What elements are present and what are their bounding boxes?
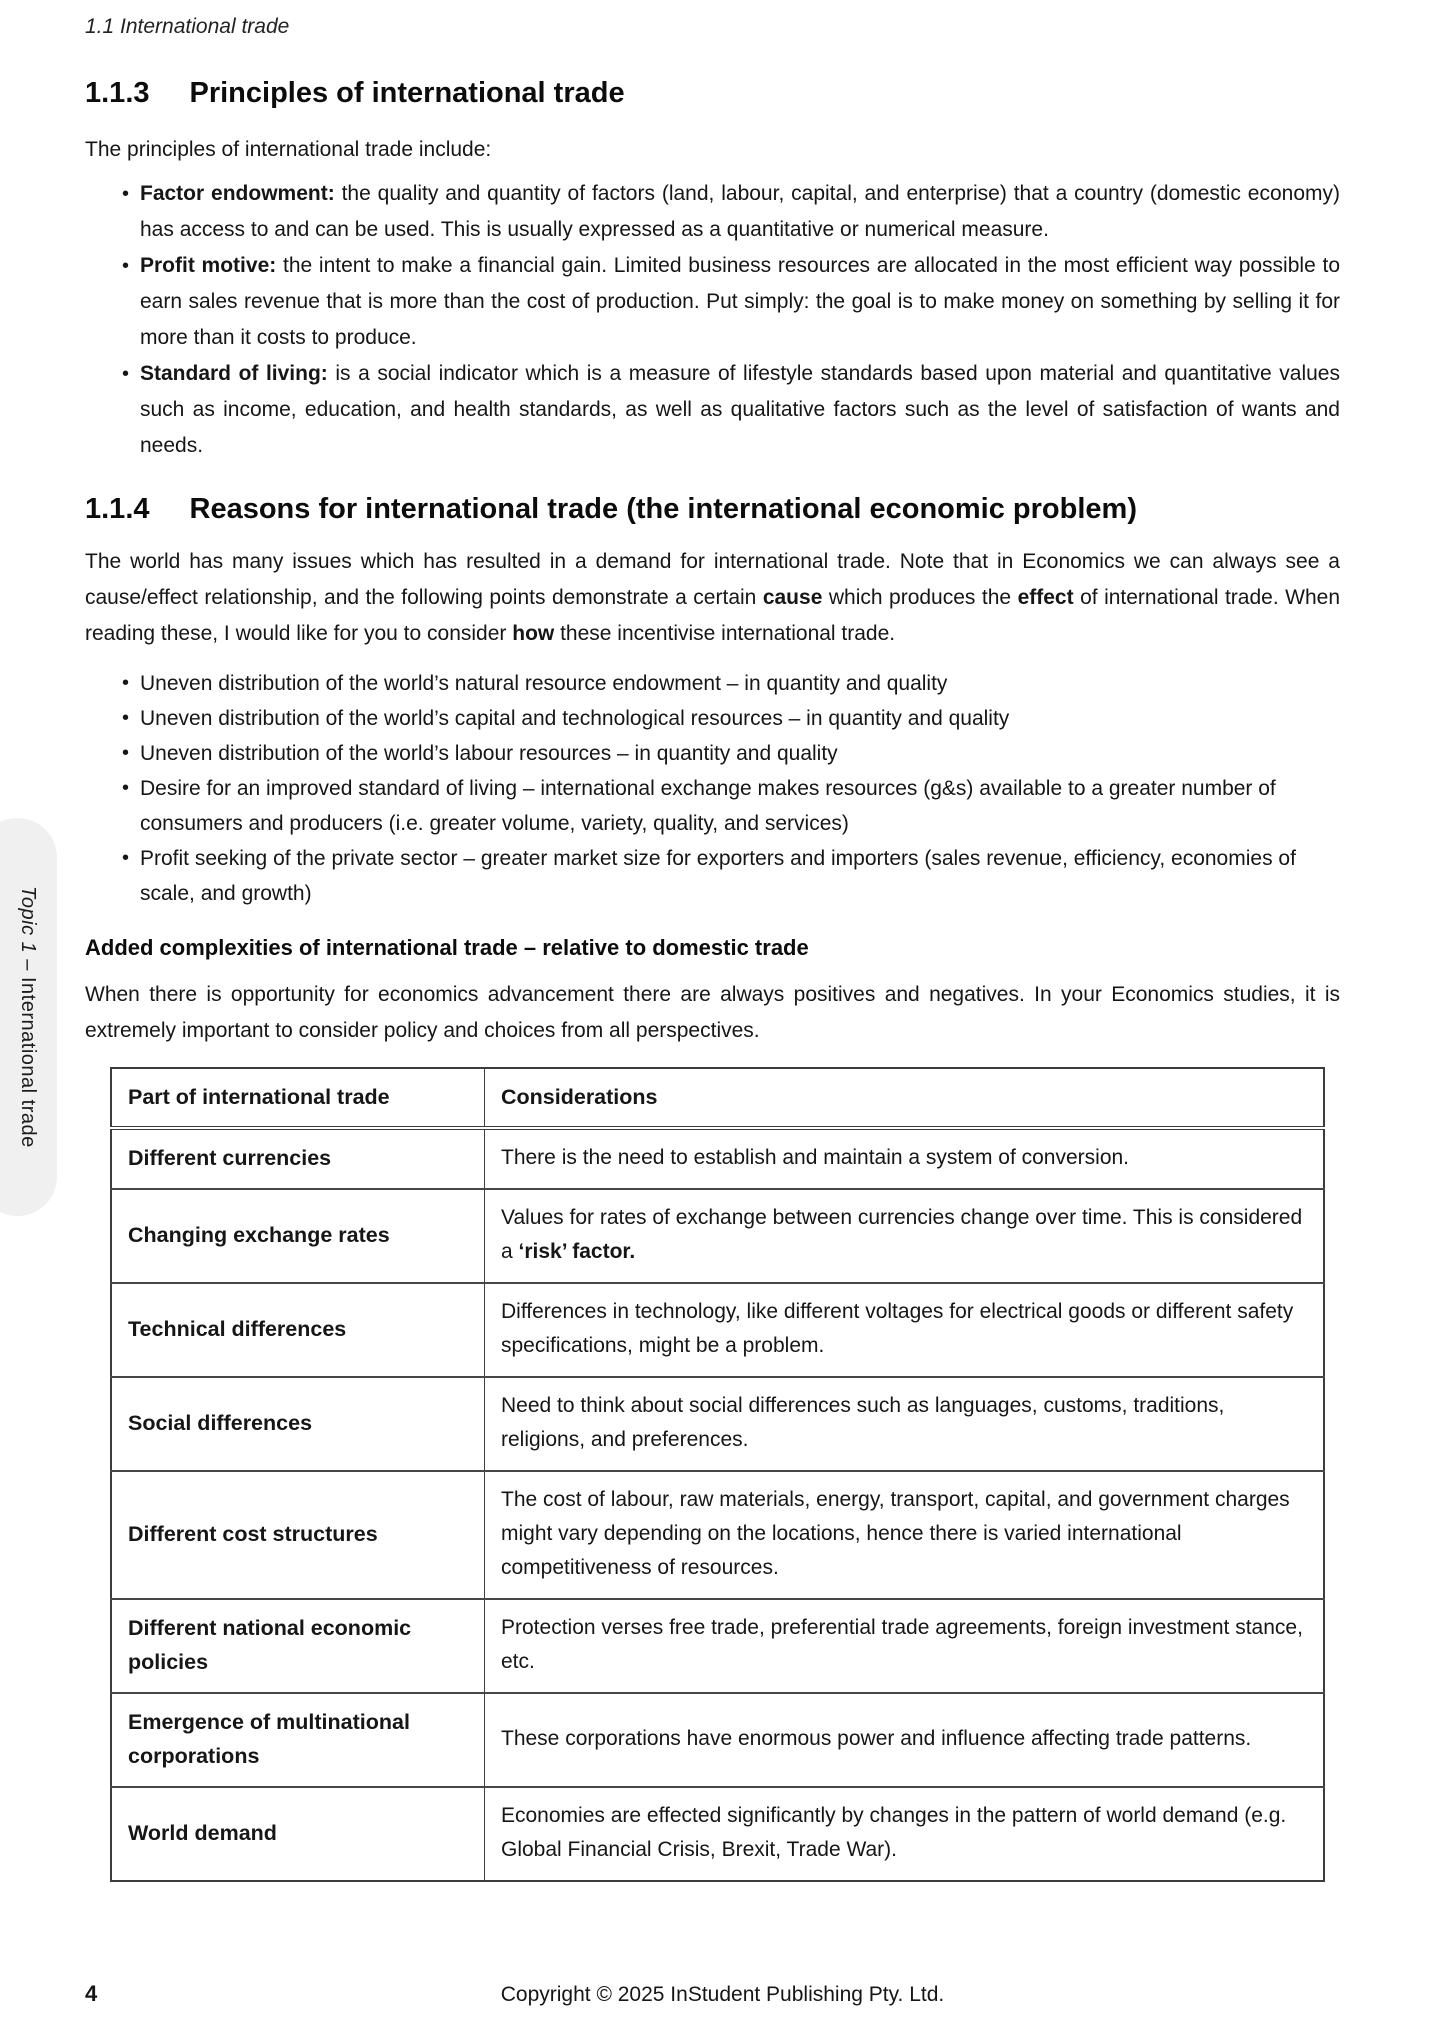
part-cell: Changing exchange rates: [111, 1189, 485, 1283]
part-cell: Different cost structures: [111, 1471, 485, 1599]
topic-number: Topic 1 –: [17, 886, 39, 972]
table-row: [111, 1471, 1324, 1599]
section-title: Principles of international trade: [189, 77, 625, 109]
header-considerations: Considerations: [485, 1068, 1325, 1128]
table-row: [111, 1189, 1324, 1283]
topic-tab: [0, 818, 57, 1216]
list-item: • Desire for an improved standard of living – international exchange makes resources (g&s) available to a greater number of consumers and producers (i.e. greater volume, variety, quality, and services): [85, 771, 1340, 841]
table-row: [111, 1377, 1324, 1471]
intro-text: these incentivise international trade.: [554, 622, 896, 645]
section-heading-114: [85, 492, 1340, 526]
consideration-cell: [485, 1787, 1325, 1881]
bullet-term: Profit motive:: [140, 254, 277, 277]
bullet-text: the intent to make a financial gain. Limited business resources are allocated in the most efficient way possible to earn sales revenue that is more than the cost of production. Put simply: the goal is to make money on something by selling it for more than it costs to produce.: [140, 254, 1340, 349]
intro-bold: cause: [762, 586, 823, 609]
intro-bold: how: [512, 622, 555, 645]
table-header-row: [111, 1068, 1324, 1128]
consideration-cell: [485, 1128, 1325, 1189]
list-item: • Uneven distribution of the world’s capital and technological resources – in quantity and quality: [85, 701, 1340, 736]
consideration-cell: [485, 1189, 1325, 1283]
consideration-text: Differences in technology, like different voltages for electrical goods or different safety specifications, might be a problem.: [501, 1300, 1294, 1357]
table-row: [111, 1693, 1324, 1787]
consideration-text: Protection verses free trade, preferential trade agreements, foreign investment stance, etc.: [501, 1616, 1303, 1673]
table-row: [111, 1283, 1324, 1377]
complexities-subheading: Added complexities of international trade – relative to domestic trade: [85, 935, 809, 960]
bullet-term: Factor endowment:: [140, 182, 335, 205]
section-number: 1.1.4: [85, 493, 150, 525]
table-row: [111, 1787, 1324, 1881]
reasons-list: [85, 666, 1340, 911]
part-cell: Emergence of multinational corporations: [111, 1693, 485, 1787]
running-header: 1.1 International trade: [85, 15, 290, 38]
intro-text: which produces the: [822, 586, 1018, 609]
page-number: 4: [85, 1981, 98, 2006]
bullet-text: is a social indicator which is a measure of lifestyle standards based upon material and quantitative values such as income, education, and health standards, as well as qualitative factors such as the level of satisfaction of wants and needs.: [140, 362, 1340, 457]
part-cell: Different currencies: [111, 1128, 485, 1189]
part-cell: Social differences: [111, 1377, 485, 1471]
section-number: 1.1.3: [85, 77, 150, 109]
part-cell: World demand: [111, 1787, 485, 1881]
intro-bold: effect: [1017, 586, 1074, 609]
table-row: [111, 1128, 1324, 1189]
reasons-intro: [85, 544, 1340, 652]
consideration-text: Values for rates of exchange between currencies change over time. This is considered a: [501, 1206, 1303, 1263]
consideration-cell: [485, 1283, 1325, 1377]
part-cell: Technical differences: [111, 1283, 485, 1377]
bullet-term: Standard of living:: [140, 362, 328, 385]
list-item: • Profit seeking of the private sector – greater market size for exporters and importers (sales revenue, efficiency, economies of scale, and growth): [85, 841, 1340, 911]
intro-text: of international trade. When reading these, I would like for you to consider: [85, 586, 1340, 645]
header-part: Part of international trade: [111, 1068, 485, 1128]
consideration-cell: [485, 1471, 1325, 1599]
list-item: • Uneven distribution of the world’s labour resources – in quantity and quality: [85, 736, 1340, 771]
consideration-text: Need to think about social differences such as languages, customs, traditions, religions, and preferences.: [501, 1394, 1225, 1451]
list-item: • Uneven distribution of the world’s natural resource endowment – in quantity and quality: [85, 666, 1340, 701]
bullet-text: the quality and quantity of factors (land, labour, capital, and enterprise) that a country (domestic economy) has access to and can be used. This is usually expressed as a quantitative or numerical measure.: [140, 182, 1340, 241]
topic-title: International trade: [17, 977, 39, 1148]
copyright-line: Copyright © 2025 InStudent Publishing Pty. Ltd.: [500, 1983, 945, 2006]
complexities-table: [110, 1067, 1325, 1882]
consideration-cell: [485, 1599, 1325, 1693]
list-item: [85, 356, 1340, 464]
consideration-text: Economies are effected significantly by changes in the pattern of world demand (e.g. Global Financial Crisis, Brexit, Trade War).: [501, 1804, 1287, 1861]
topic-tab-label: [16, 886, 39, 1148]
list-item: [85, 176, 1340, 248]
part-cell: Different national economic policies: [111, 1599, 485, 1693]
perspectives-paragraph: When there is opportunity for economics advancement there are always positives and negatives. In your Economics studies, it is extremely important to consider policy and choices from all perspectives.: [85, 983, 1340, 1042]
table-row: [111, 1599, 1324, 1693]
principles-intro: The principles of international trade include:: [85, 138, 492, 161]
section-heading-113: [85, 76, 1340, 110]
consideration-cell: [485, 1377, 1325, 1471]
consideration-text: These corporations have enormous power and influence affecting trade patterns.: [501, 1727, 1252, 1750]
consideration-text: The cost of labour, raw materials, energy, transport, capital, and government charges might vary depending on the locations, hence there is varied international competitiveness of resources.: [501, 1488, 1290, 1579]
section-title: Reasons for international trade (the international economic problem): [189, 493, 1137, 525]
intro-text: The world has many issues which has resulted in a demand for international trade. Note that in Economics we can always see a cause/effect relationship, and the following points demonstrate a certain: [85, 550, 1340, 609]
consideration-cell: [485, 1693, 1325, 1787]
consideration-text: There is the need to establish and maintain a system of conversion.: [501, 1146, 1130, 1169]
principles-list: [85, 176, 1340, 464]
list-item: [85, 248, 1340, 356]
consideration-bold: ‘risk’ factor.: [518, 1240, 636, 1263]
